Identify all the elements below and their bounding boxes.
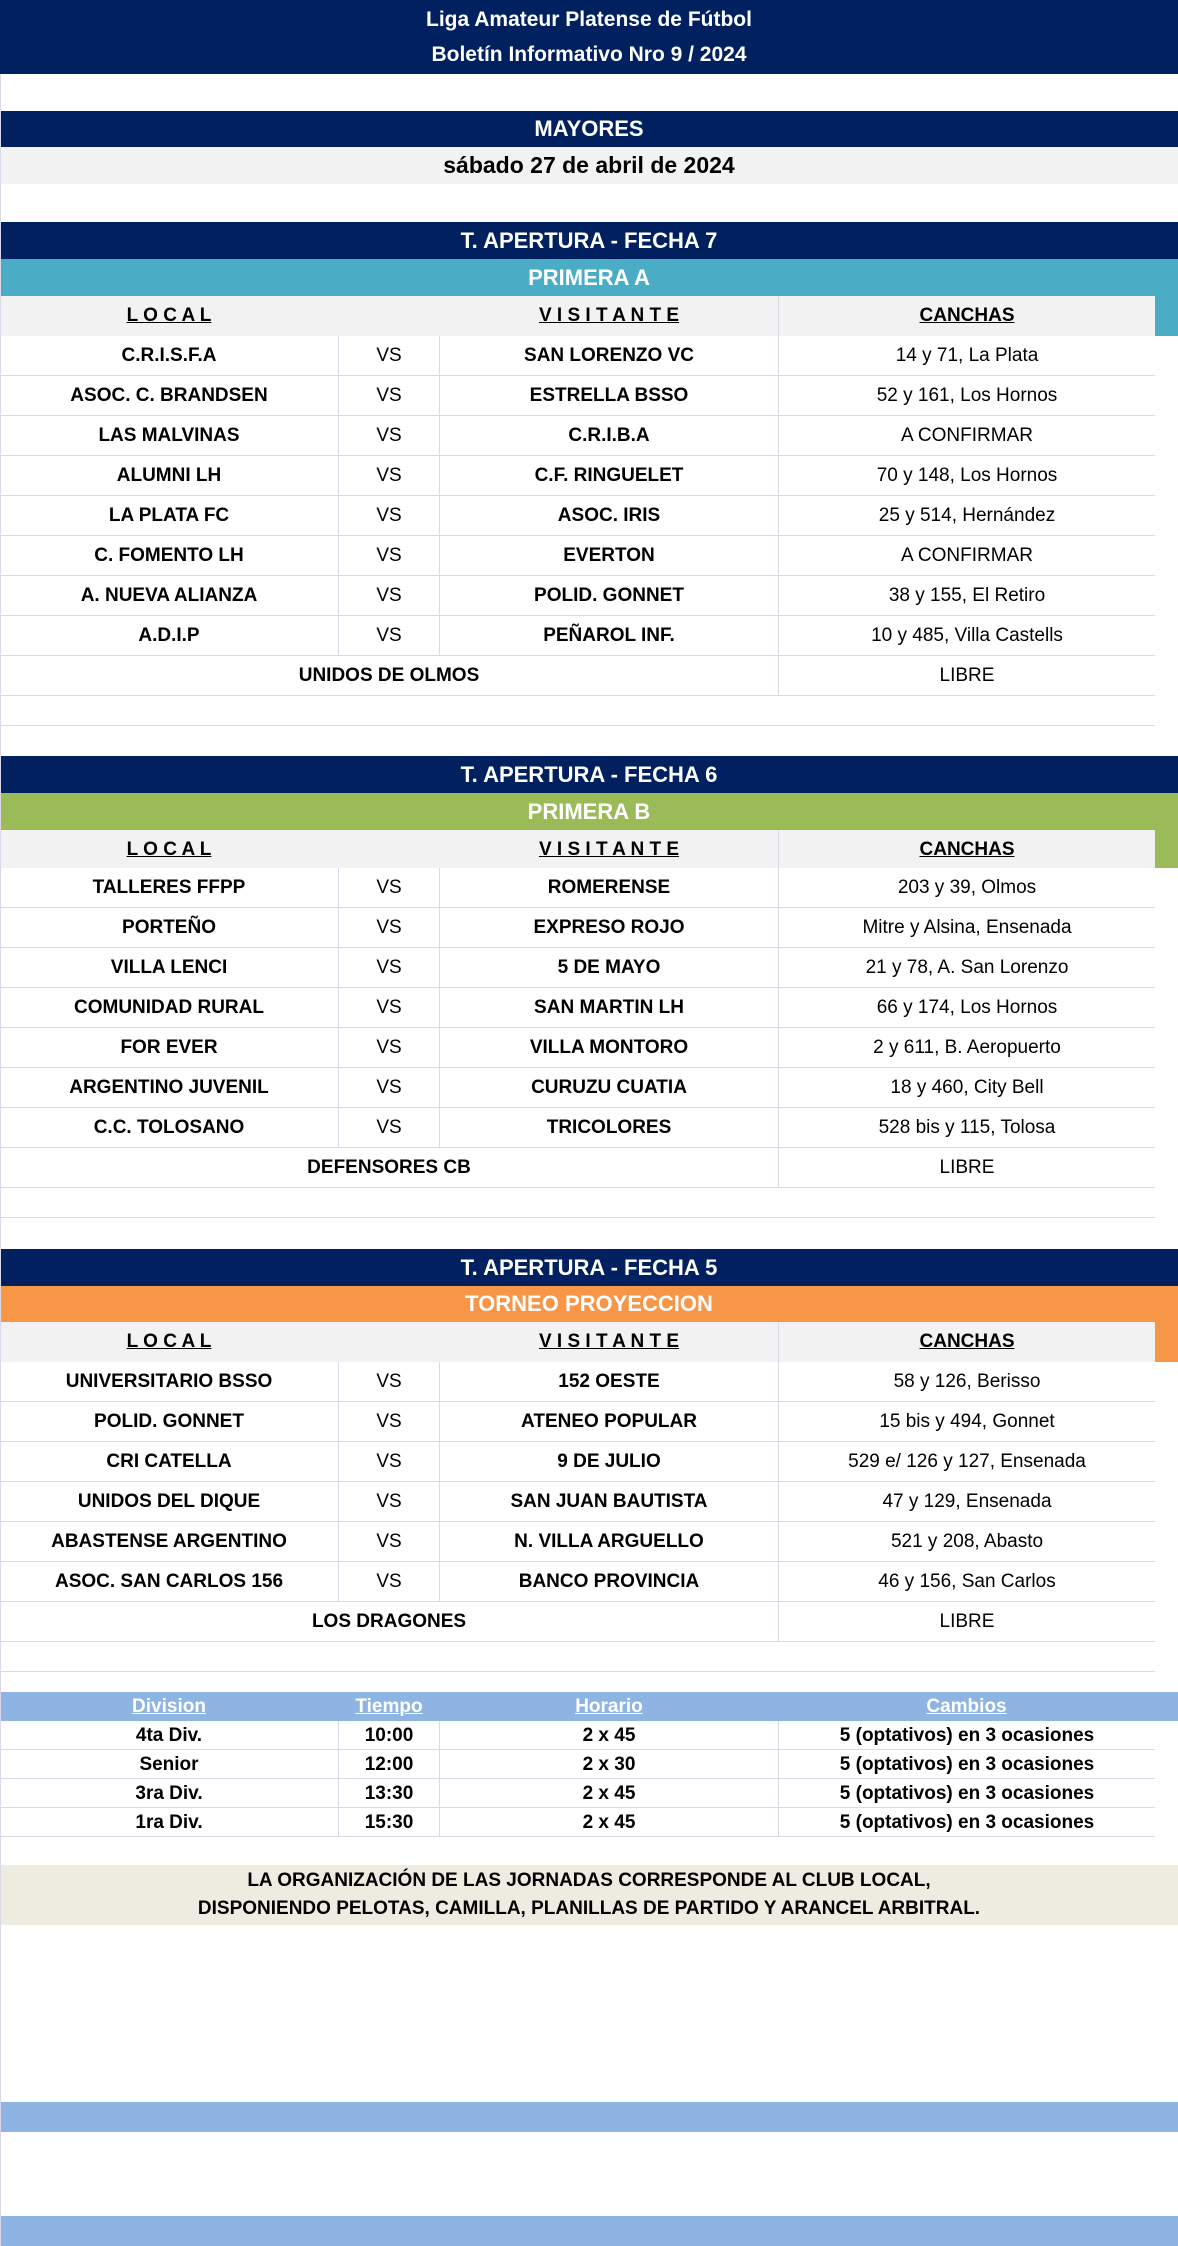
left-border	[0, 74, 1, 2246]
field-location: A CONFIRMAR	[778, 536, 1155, 576]
schedule-division: Senior	[139, 1754, 199, 1775]
schedule-substitutions: 5 (optativos) en 3 ocasiones	[778, 1721, 1155, 1750]
vs-label: VS	[338, 1562, 440, 1602]
visiting-team: CURUZU CUATIA	[531, 1077, 687, 1098]
schedule-substitutions: 5 (optativos) en 3 ocasiones	[778, 1779, 1155, 1808]
match-row	[0, 1442, 1155, 1482]
column-canchas: CANCHAS	[778, 1322, 1155, 1362]
schedule-duration: 2 x 45	[582, 1725, 636, 1746]
field-location: 58 y 126, Berisso	[778, 1362, 1155, 1402]
bulletin-number: Boletín Informativo Nro 9 / 2024	[431, 43, 747, 66]
footer-band-1	[0, 2102, 1178, 2132]
column-local: L O C A L	[126, 1331, 212, 1352]
vs-label: VS	[338, 1482, 440, 1522]
schedule-time: 15:30	[338, 1808, 440, 1837]
division-banner-proyeccion: TORNEO PROYECCION	[0, 1286, 1178, 1322]
bye-label: LIBRE	[778, 1148, 1155, 1188]
visiting-team: SAN MARTIN LH	[534, 997, 684, 1018]
local-team: C.C. TOLOSANO	[93, 1117, 245, 1138]
column-header-row	[0, 830, 1155, 868]
match-row	[0, 336, 1155, 376]
vs-label: VS	[338, 456, 440, 496]
field-location: 529 e/ 126 y 127, Ensenada	[778, 1442, 1155, 1482]
field-location: 203 y 39, Olmos	[778, 868, 1155, 908]
field-location: 38 y 155, El Retiro	[778, 576, 1155, 616]
note-line-2: DISPONIENDO PELOTAS, CAMILLA, PLANILLAS DE PARTIDO Y ARANCEL ARBITRAL.	[197, 1898, 981, 1919]
visiting-team: C.F. RINGUELET	[534, 465, 684, 486]
match-row	[0, 948, 1155, 988]
schedule-row	[0, 1721, 1155, 1750]
match-row	[0, 456, 1155, 496]
column-canchas: CANCHAS	[778, 296, 1155, 336]
visiting-team: EVERTON	[563, 545, 655, 566]
field-location: 14 y 71, La Plata	[778, 336, 1155, 376]
bye-row	[0, 1602, 1155, 1642]
schedule-col-horario: Horario	[575, 1696, 643, 1717]
column-local: L O C A L	[126, 305, 212, 326]
schedule-time: 12:00	[338, 1750, 440, 1779]
visiting-team: SAN JUAN BAUTISTA	[510, 1491, 708, 1512]
division-accent	[1155, 830, 1178, 868]
field-location: 10 y 485, Villa Castells	[778, 616, 1155, 656]
empty-row	[0, 1188, 1155, 1218]
empty-row	[0, 1642, 1155, 1672]
visiting-team: ATENEO POPULAR	[521, 1411, 697, 1432]
category-banner: MAYORES	[0, 111, 1178, 147]
match-row	[0, 536, 1155, 576]
column-header-row	[0, 296, 1155, 336]
schedule-substitutions: 5 (optativos) en 3 ocasiones	[778, 1808, 1155, 1837]
visiting-team: PEÑAROL INF.	[543, 625, 675, 646]
vs-label: VS	[338, 1028, 440, 1068]
match-row	[0, 908, 1155, 948]
visiting-team: 9 DE JULIO	[557, 1451, 661, 1472]
visiting-team: ESTRELLA BSSO	[529, 385, 689, 406]
column-header-row	[0, 1322, 1155, 1362]
vs-label: VS	[338, 376, 440, 416]
field-location: A CONFIRMAR	[778, 416, 1155, 456]
field-location: 21 y 78, A. San Lorenzo	[778, 948, 1155, 988]
visiting-team: N. VILLA ARGUELLO	[514, 1531, 704, 1552]
organization-note	[0, 1865, 1178, 1925]
schedule-division: 1ra Div.	[135, 1812, 203, 1833]
match-row	[0, 576, 1155, 616]
local-team: LAS MALVINAS	[98, 425, 240, 446]
field-location: 15 bis y 494, Gonnet	[778, 1402, 1155, 1442]
note-line-1: LA ORGANIZACIÓN DE LAS JORNADAS CORRESPONDE AL CLUB LOCAL,	[247, 1870, 931, 1891]
division-accent	[1155, 1322, 1178, 1362]
match-row	[0, 1108, 1155, 1148]
schedule-division: 3ra Div.	[135, 1783, 203, 1804]
local-team: ABASTENSE ARGENTINO	[51, 1531, 287, 1552]
vs-label: VS	[338, 616, 440, 656]
vs-label: VS	[338, 1522, 440, 1562]
vs-label: VS	[338, 536, 440, 576]
bye-row	[0, 656, 1155, 696]
visiting-team: BANCO PROVINCIA	[518, 1571, 700, 1592]
local-team: CRI CATELLA	[106, 1451, 232, 1472]
schedule-row	[0, 1779, 1155, 1808]
match-row	[0, 1562, 1155, 1602]
match-row	[0, 376, 1155, 416]
local-team: POLID. GONNET	[94, 1411, 244, 1432]
schedule-duration: 2 x 45	[582, 1783, 636, 1804]
league-title: Liga Amateur Platense de Fútbol	[426, 8, 752, 31]
schedule-duration: 2 x 45	[582, 1812, 636, 1833]
column-visitante: V I S I T A N T E	[538, 305, 680, 326]
field-location: 70 y 148, Los Hornos	[778, 456, 1155, 496]
vs-label: VS	[338, 576, 440, 616]
bye-team: LOS DRAGONES	[311, 1611, 467, 1632]
local-team: FOR EVER	[120, 1037, 218, 1058]
match-row	[0, 1482, 1155, 1522]
tournament-banner-3: T. APERTURA - FECHA 5	[0, 1249, 1178, 1286]
tournament-banner-2: T. APERTURA - FECHA 6	[0, 756, 1178, 793]
field-location: 52 y 161, Los Hornos	[778, 376, 1155, 416]
vs-label: VS	[338, 868, 440, 908]
schedule-row	[0, 1750, 1155, 1779]
local-team: A.D.I.P	[138, 625, 200, 646]
local-team: VILLA LENCI	[110, 957, 228, 978]
column-visitante: V I S I T A N T E	[538, 1331, 680, 1352]
tournament-banner-1: T. APERTURA - FECHA 7	[0, 222, 1178, 259]
match-row	[0, 1068, 1155, 1108]
match-row	[0, 496, 1155, 536]
bye-label: LIBRE	[778, 656, 1155, 696]
local-team: UNIDOS DEL DIQUE	[77, 1491, 261, 1512]
local-team: ALUMNI LH	[116, 465, 222, 486]
bye-row	[0, 1148, 1155, 1188]
match-row	[0, 1522, 1155, 1562]
local-team: LA PLATA FC	[108, 505, 230, 526]
schedule-time: 10:00	[338, 1721, 440, 1750]
local-team: UNIVERSITARIO BSSO	[65, 1371, 273, 1392]
bye-team: DEFENSORES CB	[307, 1157, 471, 1178]
match-row	[0, 868, 1155, 908]
league-header	[0, 0, 1178, 74]
field-location: 2 y 611, B. Aeropuerto	[778, 1028, 1155, 1068]
match-row	[0, 416, 1155, 456]
field-location: 47 y 129, Ensenada	[778, 1482, 1155, 1522]
schedule-time: 13:30	[338, 1779, 440, 1808]
match-date: sábado 27 de abril de 2024	[0, 147, 1178, 184]
field-location: 528 bis y 115, Tolosa	[778, 1108, 1155, 1148]
visiting-team: POLID. GONNET	[534, 585, 684, 606]
local-team: A. NUEVA ALIANZA	[80, 585, 258, 606]
empty-row	[0, 696, 1155, 726]
field-location: 66 y 174, Los Hornos	[778, 988, 1155, 1028]
vs-label: VS	[338, 988, 440, 1028]
local-team: TALLERES FFPP	[92, 877, 246, 898]
column-visitante: V I S I T A N T E	[538, 839, 680, 860]
vs-label: VS	[338, 496, 440, 536]
vs-label: VS	[338, 416, 440, 456]
schedule-col-cambios: Cambios	[926, 1696, 1007, 1717]
vs-label: VS	[338, 1108, 440, 1148]
vs-label: VS	[338, 1068, 440, 1108]
visiting-team: ASOC. IRIS	[557, 505, 661, 526]
local-team: ASOC. SAN CARLOS 156	[54, 1571, 284, 1592]
vs-label: VS	[338, 336, 440, 376]
division-banner-primera-b: PRIMERA B	[0, 793, 1178, 830]
vs-label: VS	[338, 1362, 440, 1402]
local-team: PORTEÑO	[122, 917, 216, 938]
visiting-team: 152 OESTE	[558, 1371, 660, 1392]
field-location: Mitre y Alsina, Ensenada	[778, 908, 1155, 948]
field-location: 18 y 460, City Bell	[778, 1068, 1155, 1108]
schedule-division: 4ta Div.	[135, 1725, 203, 1746]
local-team: C.R.I.S.F.A	[121, 345, 217, 366]
column-local: L O C A L	[126, 839, 212, 860]
bye-label: LIBRE	[778, 1602, 1155, 1642]
vs-label: VS	[338, 1442, 440, 1482]
field-location: 521 y 208, Abasto	[778, 1522, 1155, 1562]
division-banner-primera-a: PRIMERA A	[0, 259, 1178, 296]
match-row	[0, 1028, 1155, 1068]
local-team: COMUNIDAD RURAL	[74, 997, 264, 1018]
visiting-team: EXPRESO ROJO	[533, 917, 685, 938]
visiting-team: SAN LORENZO VC	[524, 345, 694, 366]
match-row	[0, 1402, 1155, 1442]
match-row	[0, 988, 1155, 1028]
schedule-col-division: Division	[132, 1696, 206, 1717]
schedule-duration: 2 x 30	[582, 1754, 636, 1775]
division-accent	[1155, 296, 1178, 336]
vs-label: VS	[338, 1402, 440, 1442]
local-team: C. FOMENTO LH	[94, 545, 244, 566]
bye-team: UNIDOS DE OLMOS	[298, 665, 480, 686]
visiting-team: ROMERENSE	[547, 877, 671, 898]
match-row	[0, 1362, 1155, 1402]
schedule-col-tiempo: Tiempo	[355, 1696, 423, 1717]
schedule-header	[0, 1692, 1178, 1721]
visiting-team: TRICOLORES	[546, 1117, 672, 1138]
schedule-substitutions: 5 (optativos) en 3 ocasiones	[778, 1750, 1155, 1779]
schedule-row	[0, 1808, 1155, 1837]
column-canchas: CANCHAS	[778, 830, 1155, 870]
footer-band-2	[0, 2216, 1178, 2246]
field-location: 46 y 156, San Carlos	[778, 1562, 1155, 1602]
visiting-team: C.R.I.B.A	[568, 425, 650, 446]
visiting-team: 5 DE MAYO	[557, 957, 661, 978]
local-team: ARGENTINO JUVENIL	[69, 1077, 269, 1098]
vs-label: VS	[338, 908, 440, 948]
visiting-team: VILLA MONTORO	[529, 1037, 689, 1058]
local-team: ASOC. C. BRANDSEN	[70, 385, 268, 406]
vs-label: VS	[338, 948, 440, 988]
field-location: 25 y 514, Hernández	[778, 496, 1155, 536]
match-row	[0, 616, 1155, 656]
